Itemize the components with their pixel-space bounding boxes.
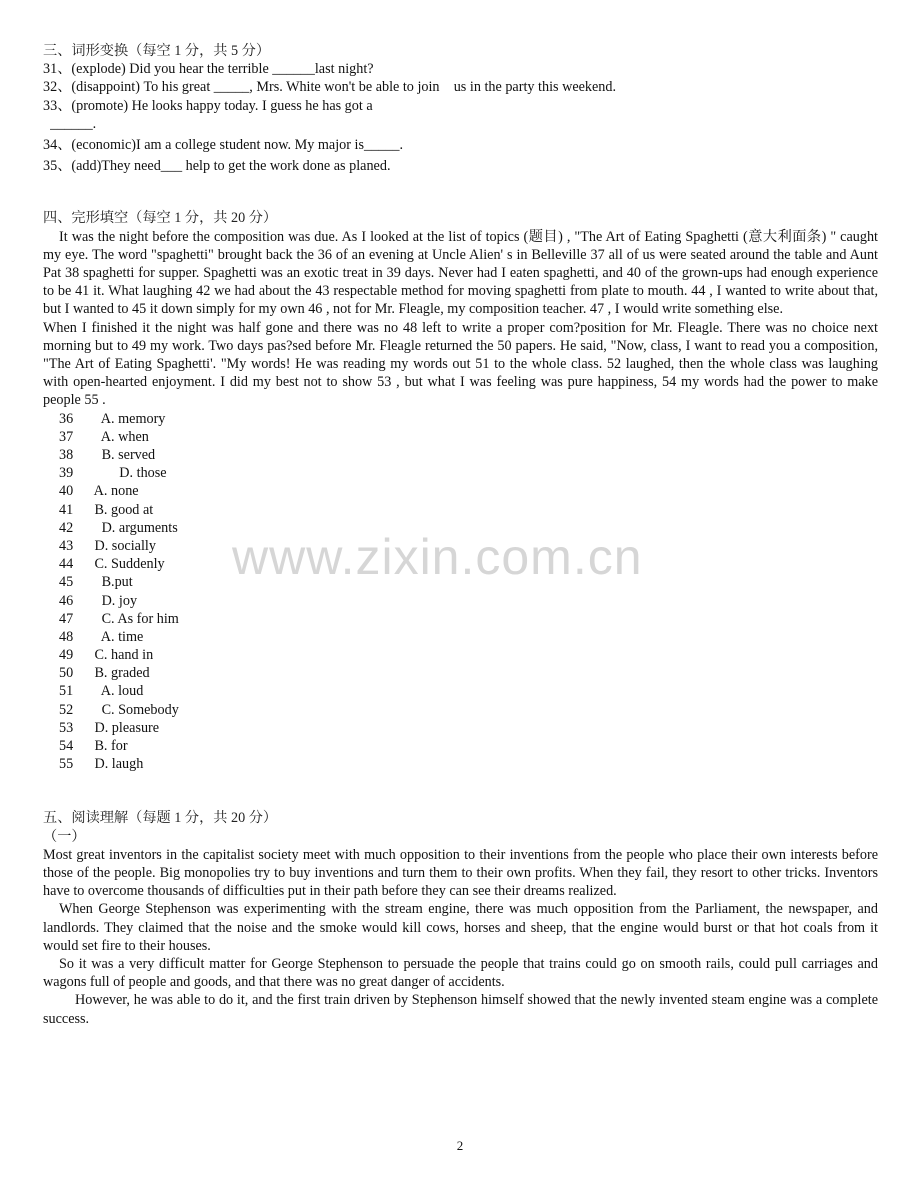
cloze-options-list: [59, 410, 878, 774]
reading-paragraph-3: So it was a very difficult matter for George Stephenson to persuade the people that trains could go on smooth rails, could pull carriages and wagons full of people and goods, and that there was no great danger of accidents.: [43, 956, 878, 991]
section-3-title: 三、词形变换（每空 1 分，共 5 分）: [43, 43, 271, 59]
cloze-passage-continued: When I finished it the night was half gone and there was no 48 left to write a proper com?position for Mr. Fleagle. There was no choice next morning but to 49 my work. Two days pas?sed before Mr. Fleagle returned the 50 papers. He said, "Now, class, I want to read you a composition, "The Art of Eating Spaghetti'. "My words! He was reading my words out 51 to the whole class. 52 laughed, then the whole class was laughing with open-hearted enjoyment. I did my best not to show 53 , but what I was feeling was pure happiness, 54 my words had the power to make people 55 .: [43, 319, 878, 409]
question-34: 34、(economic)I am a college student now. My major is_____.: [43, 137, 403, 154]
option-54: 54 B. for: [59, 738, 128, 755]
option-41: 41 B. good at: [59, 501, 154, 518]
option-48: 48 A. time: [59, 628, 144, 645]
section-4-title: 四、完形填空（每空 1 分，共 20 分）: [43, 210, 278, 227]
option-36: 36 A. memory: [59, 410, 166, 427]
option-47: 47 C. As for him: [59, 610, 179, 627]
reading-paragraph-1: Most great inventors in the capitalist society meet with much opposition to their inventions from the people who place their own interests before those of the people. Big monopolies try to buy inventions and turn them to their own profits. When they fail, they resort to other tricks. Inventors have to overcome thousands of difficulties put in their path before they can see their dreams realized.: [43, 846, 878, 900]
option-46: 46 D. joy: [59, 592, 138, 609]
option-38: 38 B. served: [59, 447, 156, 464]
cloze-passage: It was the night before the composition was due. As I looked at the list of topics (题目) , "The Art of Eating Spaghetti (意大利面条) " caught my eye. The word "spaghetti" brought back the 36 of an evening at Uncle Alien' s in Belleville 37 all of us were seated around the table and Aunt Pat 38 spaghetti for supper. Spaghetti was an exotic treat in 39 days. Never had I eaten spaghetti, and 40 of the grown-ups had enough experience to be 41 it. What laughing 42 we had about the 43 respectable method for moving spaghetti from plate to mouth. 44 , I wanted to write about that, but I wanted to 45 it down simply for my own 46 , not for Mr. Fleagle, my composition teacher. 47 , I would write something else.: [43, 228, 878, 318]
option-43: 43 D. socially: [59, 537, 156, 554]
option-49: 49 C. hand in: [59, 647, 154, 664]
passage-1-label: （一）: [43, 828, 86, 845]
option-51: 51 A. loud: [59, 683, 144, 700]
reading-paragraph-2: When George Stephenson was experimenting with the stream engine, there was much opposition from the Parliament, the newspaper, and landlords. They claimed that the noise and the smoke would kill cows, horses and sheep, that the engine would burst or that hot coals from it would set fire to their houses.: [43, 901, 878, 954]
question-31: 31、(explode) Did you hear the terrible ______last night?: [43, 61, 374, 78]
option-40: 40 A. none: [59, 483, 139, 500]
option-45: 45 B.put: [59, 574, 133, 591]
option-53: 53 D. pleasure: [59, 719, 160, 736]
reading-paragraph-4: However, he was able to do it, and the first train driven by Stephenson himself showed that the newly invented steam engine was a complete success.: [43, 992, 878, 1027]
question-35: 35、(add)They need___ help to get the work done as planed.: [43, 158, 391, 175]
question-33: 33、(promote) He looks happy today. I guess he has got a: [43, 97, 373, 114]
page-number: 2: [456, 1138, 464, 1153]
watermark: www.zixin.com.cn: [232, 529, 643, 585]
option-52: 52 C. Somebody: [59, 701, 179, 718]
option-44: 44 C. Suddenly: [59, 556, 165, 573]
option-39: 39 D. those: [59, 465, 167, 482]
option-55: 55 D. laugh: [59, 756, 144, 773]
option-42: 42 D. arguments: [59, 519, 178, 536]
option-50: 50 B. graded: [59, 665, 150, 682]
section-5-title: 五、阅读理解（每题 1 分，共 20 分）: [43, 810, 278, 827]
question-33-blank: ______.: [43, 115, 97, 132]
question-32: 32、(disappoint) To his great _____, Mrs. White won't be able to join us in the party this weekend.: [43, 79, 617, 96]
option-37: 37 A. when: [59, 428, 149, 445]
